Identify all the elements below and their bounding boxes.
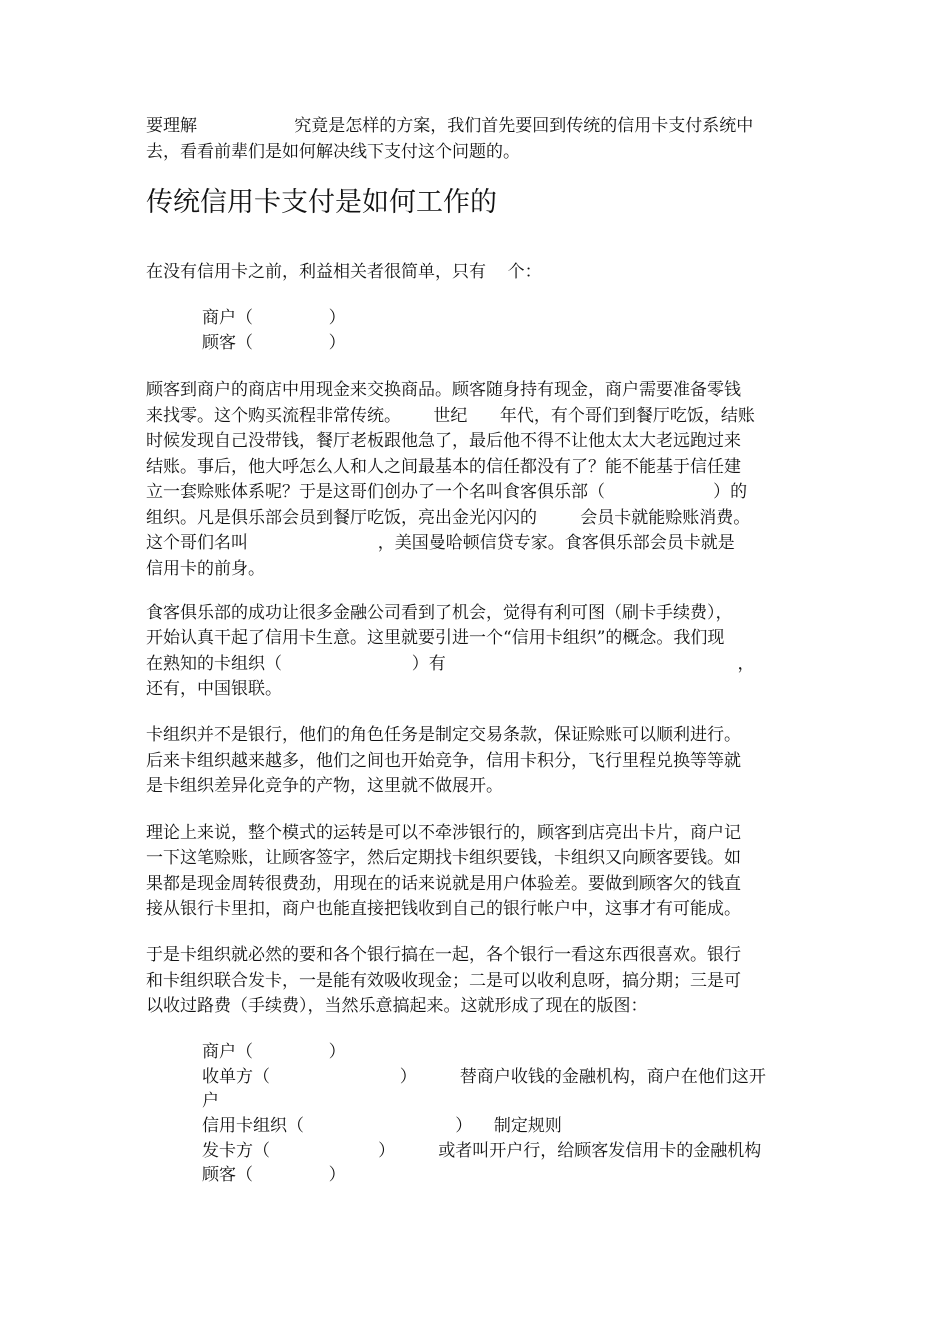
paragraph-line: 信用卡的前身。: [146, 559, 265, 579]
paragraph-line: 食客俱乐部的成功让很多金融公司看到了机会，觉得有利可图（刷卡手续费），: [146, 603, 733, 623]
paragraph-line: 来找零。这个购买流程非常传统。 世纪 年代，有个哥们到餐厅吃饭，结账: [146, 406, 755, 426]
paragraph-line: 这个哥们名叫 ，美国曼哈顿信贷专家。食客俱乐部会员卡就是: [146, 533, 735, 553]
list-item: 收单方（ ） 替商户收钱的金融机构，商户在他们这开: [202, 1067, 766, 1087]
intro-line: 要理解 究竟是怎样的方案，我们首先要回到传统的信用卡支付系统中: [146, 116, 754, 136]
paragraph-line: 还有，中国银联。: [146, 679, 282, 699]
paragraph-line: 接从银行卡里扣，商户也能直接把钱收到自己的银行帐户中，这事才有可能成。: [146, 899, 741, 919]
paragraph-line: 于是卡组织就必然的要和各个银行搞在一起，各个银行一看这东西很喜欢。银行: [146, 945, 741, 965]
paragraph-line: 和卡组织联合发卡，一是能有效吸收现金；二是可以收利息呀，搞分期；三是可: [146, 971, 741, 991]
paragraph-line: 后来卡组织越来越多，他们之间也开始竞争，信用卡积分，飞行里程兑换等等就: [146, 751, 741, 771]
list-item: 信用卡组织（ ） 制定规则: [202, 1116, 562, 1136]
section-heading: 传统信用卡支付是如何工作的: [146, 187, 497, 218]
paragraph-line: 立一套赊账体系呢？于是这哥们创办了一个名叫食客俱乐部（ ）的: [146, 482, 748, 502]
paragraph-line: 开始认真干起了信用卡生意。这里就要引进一个“信用卡组织”的概念。我们现: [146, 628, 725, 648]
paragraph-line: 结账。事后，他大呼怎么人和人之间最基本的信任都没有了？能不能基于信任建: [146, 457, 741, 477]
paragraph-line: 时候发现自己没带钱，餐厅老板跟他急了，最后他不得不让他太太大老远跑过来: [146, 431, 741, 451]
list-item: 商户（ ）: [202, 1042, 346, 1062]
paragraph-line: 果都是现金周转很费劲，用现在的话来说就是用户体验差。要做到顾客欠的钱直: [146, 874, 741, 894]
paragraph-line: 在熟知的卡组织（ ）有 ，: [146, 654, 755, 674]
paragraph-line: 以收过路费（手续费），当然乐意搞起来。这就形成了现在的版图：: [146, 996, 648, 1016]
paragraph-line: 是卡组织差异化竞争的产物，这里就不做展开。: [146, 776, 503, 796]
list-item: 发卡方（ ） 或者叫开户行，给顾客发信用卡的金融机构: [202, 1141, 762, 1161]
list-item: 户: [202, 1091, 219, 1111]
paragraph-line: 一下这笔赊账，让顾客签字，然后定期找卡组织要钱，卡组织又向顾客要钱。如: [146, 848, 741, 868]
list-item: 顾客（ ）: [202, 333, 346, 353]
paragraph-line: 在没有信用卡之前，利益相关者很简单，只有 个：: [146, 262, 542, 282]
paragraph-line: 卡组织并不是银行，他们的角色任务是制定交易条款，保证赊账可以顺利进行。: [146, 725, 741, 745]
list-item: 顾客（ ）: [202, 1165, 346, 1185]
intro-line: 去，看看前辈们是如何解决线下支付这个问题的。: [146, 142, 520, 162]
paragraph-line: 组织。凡是俱乐部会员到餐厅吃饭，亮出金光闪闪的 会员卡就能赊账消费。: [146, 508, 751, 528]
paragraph-line: 顾客到商户的商店中用现金来交换商品。顾客随身持有现金，商户需要准备零钱: [146, 380, 741, 400]
paragraph-line: 理论上来说，整个模式的运转是可以不牵涉银行的，顾客到店亮出卡片，商户记: [146, 823, 741, 843]
list-item: 商户（ ）: [202, 308, 346, 328]
